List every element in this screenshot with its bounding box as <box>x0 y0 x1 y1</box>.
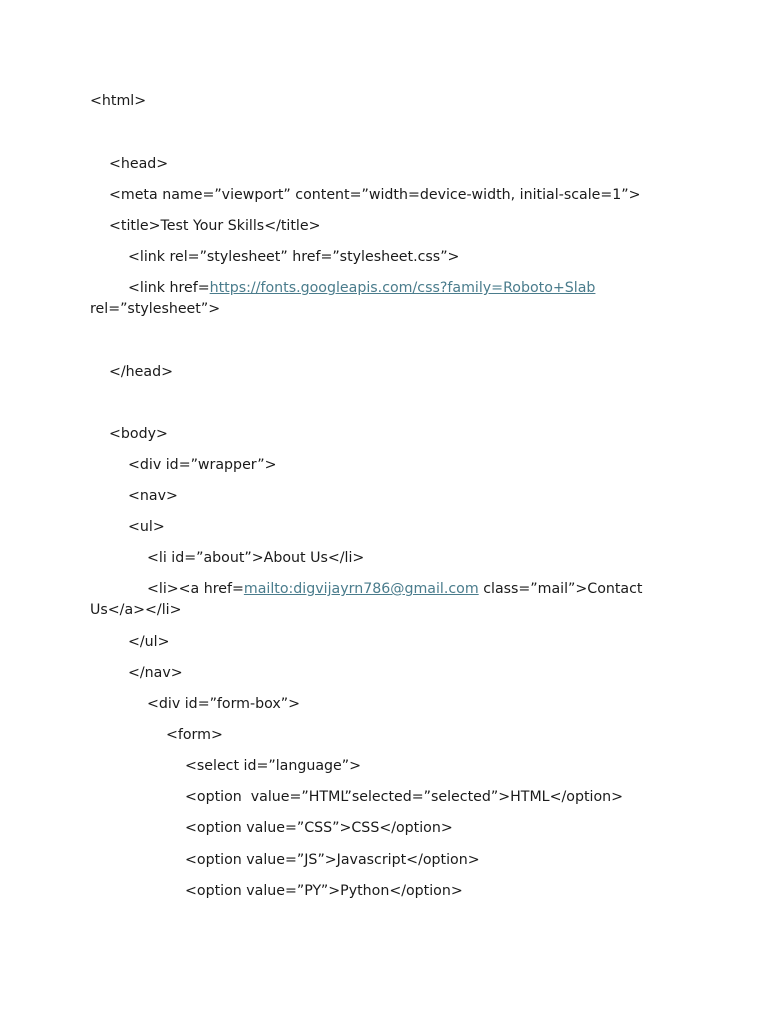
code-line: </nav> <box>128 665 183 681</box>
code-line: <li id=”about”>About Us</li> <box>147 550 365 566</box>
code-line <box>90 579 690 621</box>
code-line: <div id=”form-box”> <box>147 696 301 712</box>
code-text: <link href= <box>128 280 210 296</box>
code-line: <body> <box>109 426 168 442</box>
code-line: <select id=”language”> <box>185 758 362 774</box>
code-line: <option value=”JS”>Javascript</option> <box>185 852 480 868</box>
code-line: <nav> <box>128 488 178 504</box>
code-line: <option value=”CSS”>CSS</option> <box>185 820 453 836</box>
code-line: <form> <box>166 727 223 743</box>
code-line: </ul> <box>128 634 170 650</box>
code-line: <option value=”PY”>Python</option> <box>185 883 463 899</box>
code-line: <head> <box>109 156 169 172</box>
code-line: <link rel=”stylesheet” href=”stylesheet.css”> <box>128 249 460 265</box>
code-line: <title>Test Your Skills</title> <box>109 218 321 234</box>
code-line: <div id=”wrapper”> <box>128 457 277 473</box>
code-line: <html> <box>90 93 147 109</box>
fonts-link[interactable]: https://fonts.googleapis.com/css?family=Roboto+Slab <box>209 280 596 296</box>
code-line <box>90 278 595 299</box>
code-line: rel=”stylesheet”> <box>90 301 221 317</box>
code-line: <option value=”HTML”selected=”selected”>HTML</option> <box>185 789 624 805</box>
mailto-link[interactable]: mailto:digvijayrn786@gmail.com <box>243 581 479 597</box>
code-line: <ul> <box>128 519 165 535</box>
code-line: <meta name=”viewport” content=”width=device-width, initial-scale=1”> <box>109 187 641 203</box>
code-line: </head> <box>109 364 173 380</box>
code-text: <li><a href= <box>147 581 244 597</box>
code-text: class=”mail”>Contact Us</a></li> <box>90 581 643 618</box>
